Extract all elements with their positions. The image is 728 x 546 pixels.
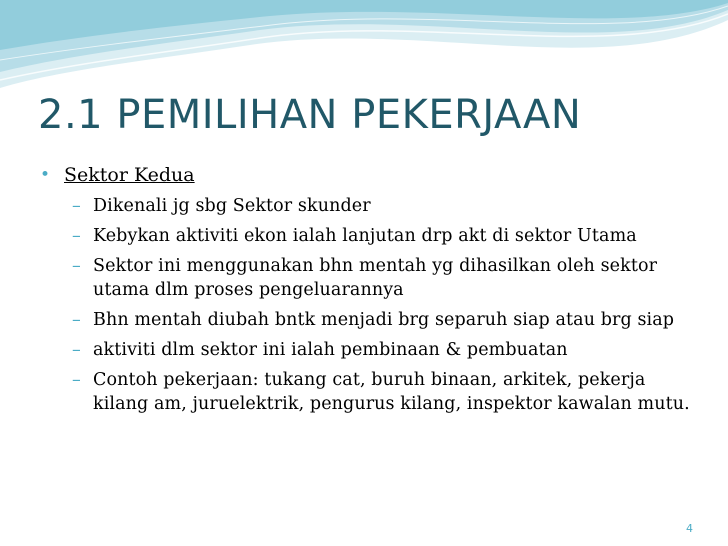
sub-bullet-item <box>38 194 698 218</box>
sub-bullet-text: Sektor ini menggunakan bhn mentah yg dihasilkan oleh sektor utama dlm proses pengeluarannya <box>93 256 658 300</box>
bullet-marker: • <box>40 165 51 185</box>
bullet-item <box>38 163 698 188</box>
sub-bullet-marker: – <box>72 226 81 246</box>
sub-bullet-text: Bhn mentah diubah bntk menjadi brg separuh siap atau brg siap <box>93 310 675 330</box>
sub-bullet-text: Contoh pekerjaan: tukang cat, buruh binaan, arkitek, pekerja kilang am, juruelektrik, pengurus kilang, inspektor kawalan mutu. <box>93 370 690 414</box>
wave-banner-decoration <box>0 0 728 90</box>
sub-bullet-marker: – <box>72 310 81 330</box>
sub-bullet-item <box>38 368 698 416</box>
sub-bullet-text: Dikenali jg sbg Sektor skunder <box>93 196 371 216</box>
sub-bullet-item <box>38 308 698 332</box>
sub-bullet-item <box>38 338 698 362</box>
sub-bullet-text: Kebykan aktiviti ekon ialah lanjutan drp akt di sektor Utama <box>93 226 637 246</box>
slide-title: 2.1 PEMILIHAN PEKERJAAN <box>38 92 582 138</box>
sub-bullet-marker: – <box>72 196 81 216</box>
sub-bullet-item <box>38 224 698 248</box>
sub-bullet-item <box>38 254 698 302</box>
sub-bullet-marker: – <box>72 370 81 390</box>
sub-bullet-marker: – <box>72 256 81 276</box>
sub-bullet-marker: – <box>72 340 81 360</box>
slide-content <box>38 163 698 422</box>
page-number: 4 <box>686 522 693 535</box>
bullet-text: Sektor Kedua <box>64 164 195 186</box>
sub-bullet-list <box>38 194 698 416</box>
sub-bullet-text: aktiviti dlm sektor ini ialah pembinaan & pembuatan <box>93 340 568 360</box>
